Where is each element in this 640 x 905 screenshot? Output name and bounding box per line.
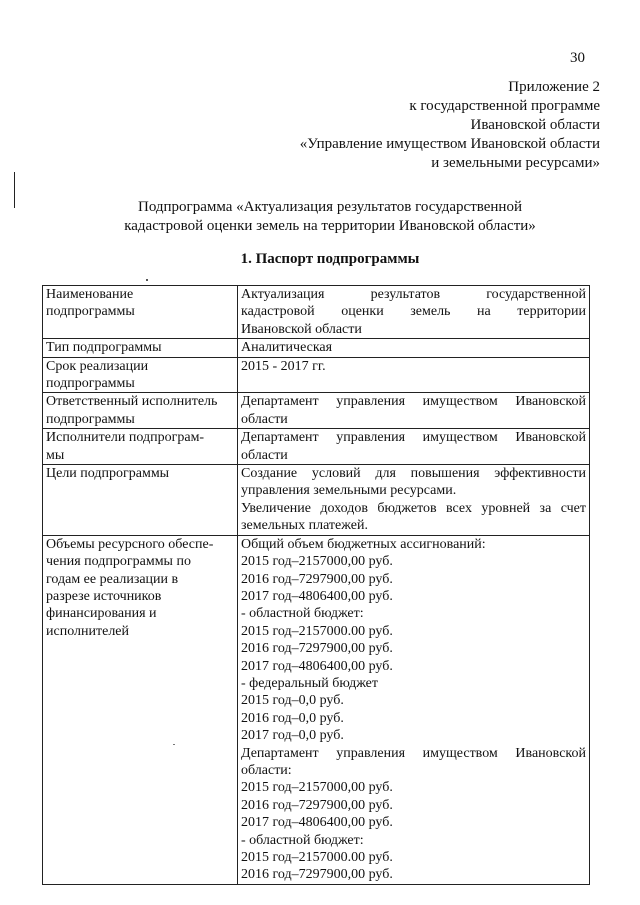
row-value-line: Департамент управления имуществом Ивановской	[241, 430, 586, 446]
section-title: 1. Паспорт подпрограммы	[240, 251, 420, 267]
row-value-line: Создание условий для повышения эффективности	[241, 466, 586, 482]
row-value-cell	[238, 535, 590, 884]
row-label-line: Тип подпрограммы	[46, 340, 162, 356]
appendix-line: и земельными ресурсами»	[431, 155, 600, 171]
table-row	[43, 465, 590, 536]
passport-table	[42, 285, 590, 885]
appendix-block	[180, 78, 600, 173]
row-value-line: 2015 год–0,0 руб.	[241, 693, 344, 709]
table-row	[43, 393, 590, 429]
table-row	[43, 339, 590, 357]
row-value-line: - областной бюджет:	[241, 606, 364, 622]
row-label-line: Срок реализации	[46, 358, 149, 374]
subprogram-title-line: Подпрограмма «Актуализация результатов государственной	[138, 199, 522, 215]
row-label-line: исполнителей	[46, 623, 130, 639]
row-value-line: - федеральный бюджет	[241, 675, 379, 691]
table-row	[43, 357, 590, 393]
appendix-line: Приложение 2	[508, 79, 600, 95]
row-label-line: Исполнители подпрограм-	[46, 430, 205, 446]
row-label-cell	[43, 286, 238, 339]
row-value-line: кадастровой оценки земель на территории	[241, 304, 586, 320]
row-value-line: 2015 год–2157000,00 руб.	[241, 780, 393, 796]
row-value-line: Департамент управления имуществом Ивановской	[241, 394, 586, 410]
row-value-line: Актуализация результатов государственной	[241, 287, 586, 302]
row-label-cell	[43, 465, 238, 536]
appendix-line: к государственной программе	[409, 98, 600, 114]
row-value-line: Аналитическая	[241, 340, 333, 356]
row-label-line: годам ее реализации в	[46, 571, 179, 587]
row-value-line: 2015 год–2157000.00 руб.	[241, 850, 393, 865]
scan-speck	[146, 279, 148, 281]
row-value-line: 2017 год–4806400,00 руб.	[241, 588, 393, 604]
row-value-cell	[238, 339, 590, 357]
row-value-line: 2015 год–2157000,00 руб.	[241, 554, 393, 570]
row-label-cell	[43, 393, 238, 429]
row-value-line: земельных платежей.	[241, 518, 368, 534]
appendix-line: Ивановской области	[470, 117, 600, 133]
row-label-cell	[43, 357, 238, 393]
row-value-line: области	[241, 411, 288, 427]
row-label-line: чения подпрограммы по	[46, 554, 191, 570]
row-value-line: Увеличение доходов бюджетов всех уровней за счет	[241, 500, 586, 516]
row-value-line: 2016 год–7297900,00 руб.	[241, 571, 393, 587]
row-label-line: Наименование	[46, 287, 134, 302]
row-value-line: 2016 год–7297900,00 руб.	[241, 797, 393, 813]
row-value-cell	[238, 357, 590, 393]
subprogram-title-line: кадастровой оценки земель на территории Ивановской области»	[124, 218, 536, 234]
row-value-cell	[238, 465, 590, 536]
row-label-line: подпрограммы	[46, 411, 135, 427]
row-value-line: области	[241, 447, 288, 463]
row-value-line: 2015 год–2157000.00 руб.	[241, 623, 393, 639]
row-label-line: Ответственный исполнитель	[46, 394, 218, 410]
table-row	[43, 429, 590, 465]
row-label-cell	[43, 429, 238, 465]
row-value-line: Департамент управления имуществом Ивановской	[241, 745, 586, 761]
row-value-line: Общий объем бюджетных ассигнований:	[241, 536, 486, 552]
row-value-line: 2016 год–7297900,00 руб.	[241, 641, 393, 657]
row-value-line: 2017 год–0,0 руб.	[241, 728, 344, 744]
subprogram-title	[100, 198, 560, 236]
row-label-line: подпрограммы	[46, 304, 135, 320]
margin-line	[14, 172, 15, 208]
row-value-line: Ивановской области	[241, 321, 362, 337]
row-value-cell	[238, 393, 590, 429]
appendix-line: «Управление имуществом Ивановской области	[299, 136, 600, 152]
row-value-line: 2015 - 2017 гг.	[241, 358, 326, 374]
row-value-line: - областной бюджет:	[241, 832, 364, 848]
row-label-line: Объемы ресурсного обеспе-	[46, 536, 214, 552]
table-row	[43, 286, 590, 339]
row-value-line: 2016 год–7297900,00 руб.	[241, 867, 393, 883]
row-value-line: области:	[241, 762, 292, 778]
row-value-line: управления земельными ресурсами.	[241, 483, 457, 499]
row-label-cell	[43, 535, 238, 884]
table-row	[43, 535, 590, 884]
page-number: 30	[570, 50, 585, 66]
row-label-line: разрезе источников	[46, 588, 162, 604]
row-value-line: 2016 год–0,0 руб.	[241, 710, 344, 726]
row-label-line: подпрограммы	[46, 376, 135, 392]
row-label-cell	[43, 339, 238, 357]
row-label-line: мы	[46, 447, 65, 463]
row-value-cell	[238, 286, 590, 339]
row-value-cell	[238, 429, 590, 465]
row-value-line: 2017 год–4806400,00 руб.	[241, 815, 393, 831]
row-value-line: 2017 год–4806400,00 руб.	[241, 658, 393, 674]
row-label-line: Цели подпрограммы	[46, 466, 170, 482]
row-label-line: финансирования и	[46, 606, 157, 622]
